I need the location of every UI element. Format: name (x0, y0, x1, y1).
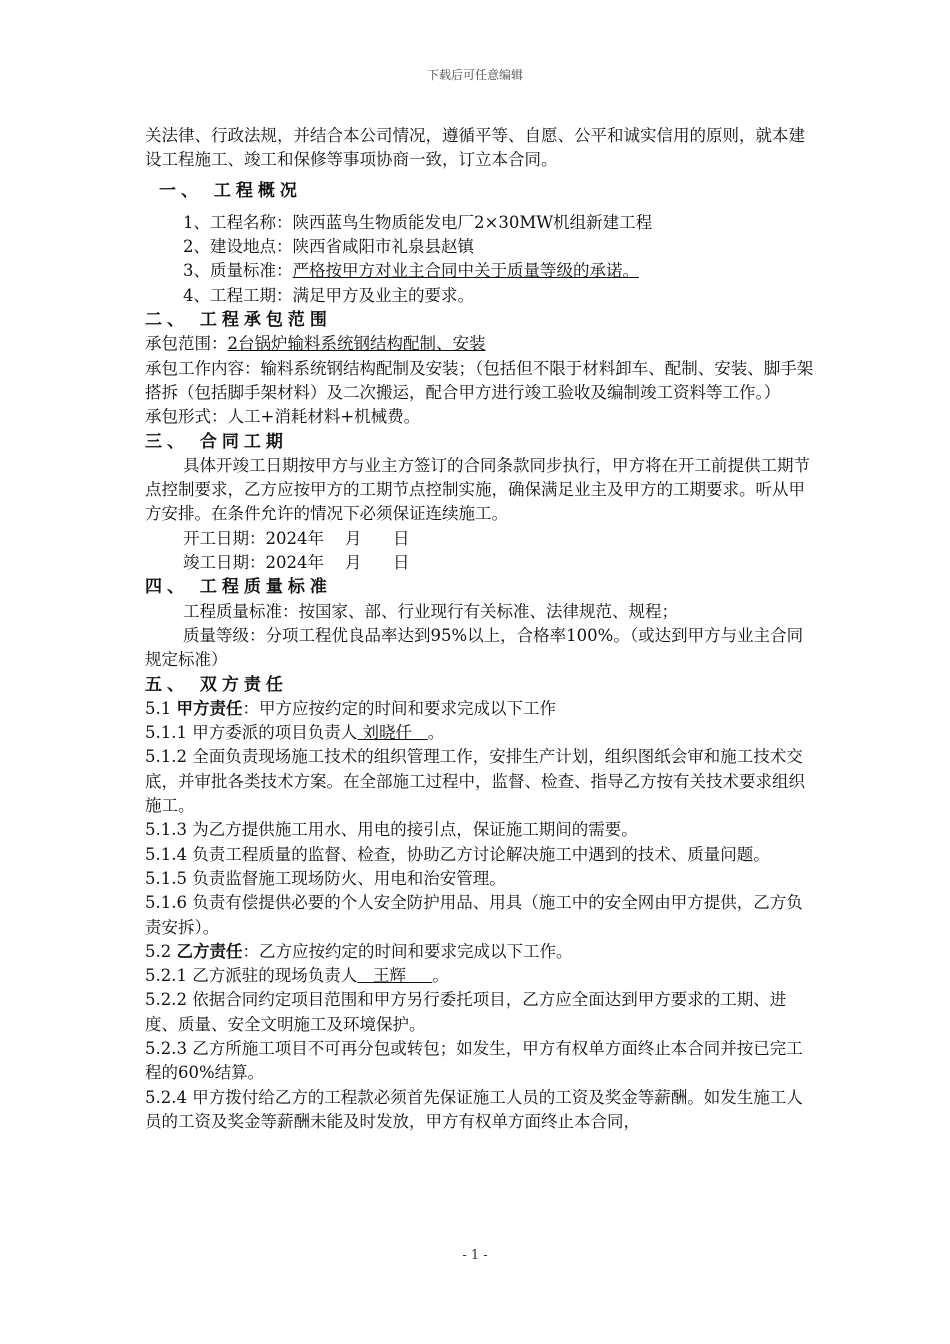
clause-text: ：乙方应按约定的时间和要求完成以下工作。 (242, 941, 573, 961)
quality-grade: 质量等级：分项工程优良品率达到95%以上，合格率100%。（或达到甲方与业主合同规定标准） (145, 625, 804, 670)
page-number: - 1 - (462, 1248, 488, 1263)
project-duration: 4、工程工期：满足甲方及业主的要求。 (183, 285, 474, 305)
quality-standard-label: 3、质量标准： (183, 261, 293, 281)
clause-text: ：甲方应按约定的时间和要求完成以下工作 (242, 698, 556, 718)
party-a-responsibility (145, 697, 815, 721)
page-header: 下载后可任意编辑 (426, 68, 523, 82)
clause-5-1-1 (145, 721, 815, 745)
project-name: 1、工程名称：陕西蓝鸟生物质能发电厂2×30MW机组新建工程 (183, 212, 653, 232)
contract-scope-value: 2台锅炉输料系统钢结构配制、安装 (227, 334, 486, 354)
contract-scope (145, 332, 815, 356)
clause-5-1-2: 5.1.2 全面负责现场施工技术的组织管理工作，安排生产计划，组织图纸会审和施工技术交底，并审批各类技术方案。在全部施工过程中，监督、检查、指导乙方按有关技术要求组织施工。 (145, 747, 805, 816)
clause-5-1-6: 5.1.6 负责有偿提供必要的个人安全防护用品、用具（施工中的安全网由甲方提供，乙方负责安拆）。 (145, 893, 803, 937)
contract-content: 承包工作内容：输料系统钢结构配制及安装；（包括但不限于材料卸车、配制、安装、脚手架搭拆（包括脚手架材料）及二次搬运，配合甲方进行竣工验收及编制竣工资料等工作。） (145, 358, 814, 402)
section-5-title: 五、 双方责任 (145, 674, 288, 695)
party-b-manager-name: 王辉 (357, 966, 433, 986)
project-location: 2、建设地点：陕西省咸阳市礼泉县赵镇 (183, 237, 474, 257)
quality-standard-value: 严格按甲方对业主合同中关于质量等级的承诺。 (292, 261, 639, 281)
clause-5-1-5: 5.1.5 负责监督施工现场防火、用电和治安管理。 (145, 868, 506, 888)
schedule-paragraph: 具体开竣工日期按甲方与业主方签订的合同条款同步执行，甲方将在开工前提供工期节点控制要求，乙方应按甲方的工期节点控制实施，确保满足业主及甲方的工期要求。听从甲方安排。在条件允许的情况下必须保证连续施工。 (145, 455, 810, 524)
quality-standard (145, 259, 815, 283)
section-2-title: 二、 工程承包范围 (145, 310, 332, 331)
clause-5-2-1 (145, 964, 815, 988)
party-a-label: 甲方责任 (176, 698, 243, 718)
party-a-manager-name: 刘晓仟 (357, 723, 428, 743)
clause-text: 。 (432, 966, 449, 986)
clause-number: 5.1 (145, 698, 177, 718)
clause-5-2-2: 5.2.2 依据合同约定项目范围和甲方另行委托项目，乙方应全面达到甲方要求的工期、进度、质量、安全文明施工及环境保护。 (145, 990, 787, 1034)
start-date: 开工日期：2024年 月 日 (183, 528, 410, 548)
party-b-label: 乙方责任 (176, 941, 243, 961)
quality-standard-text: 工程质量标准：按国家、部、行业现行有关标准、法律规范、规程； (183, 601, 678, 621)
contract-scope-label: 承包范围： (145, 334, 228, 354)
clause-5-1-4: 5.1.4 负责工程质量的监督、检查，协助乙方讨论解决施工中遇到的技术、质量问题。 (145, 844, 770, 864)
section-4-title: 四、 工程质量标准 (145, 577, 332, 598)
section-1-title: 一、 工程概况 (159, 180, 302, 201)
document-body (145, 124, 815, 1134)
end-date: 竣工日期：2024年 月 日 (183, 553, 410, 573)
clause-5-1-3: 5.1.3 为乙方提供施工用水、用电的接引点，保证施工期间的需要。 (145, 820, 638, 840)
clause-5-2-4: 5.2.4 甲方拨付给乙方的工程款必须首先保证施工人员的工资及奖金等薪酬。如发生施工人员的工资及奖金等薪酬未能及时发放，甲方有权单方面终止本合同， (145, 1087, 803, 1131)
clause-text: 5.1.1 甲方委派的项目负责人 (145, 723, 358, 743)
party-b-responsibility (145, 940, 815, 964)
section-3-title: 三、 合同工期 (145, 431, 288, 452)
contract-form: 承包形式：人工+消耗材料+机械费。 (145, 407, 421, 427)
clause-text: 5.2.1 乙方派驻的现场负责人 (145, 966, 358, 986)
clause-number: 5.2 (145, 941, 177, 961)
clause-5-2-3: 5.2.3 乙方所施工项目不可再分包或转包；如发生，甲方有权单方面终止本合同并按已完工程的60%结算。 (145, 1038, 803, 1083)
intro-paragraph: 关法律、行政法规，并结合本公司情况，遵循平等、自愿、公平和诚实信用的原则，就本建设工程施工、竣工和保修等事项协商一致，订立本合同。 (145, 126, 805, 170)
clause-text: 。 (427, 723, 445, 743)
